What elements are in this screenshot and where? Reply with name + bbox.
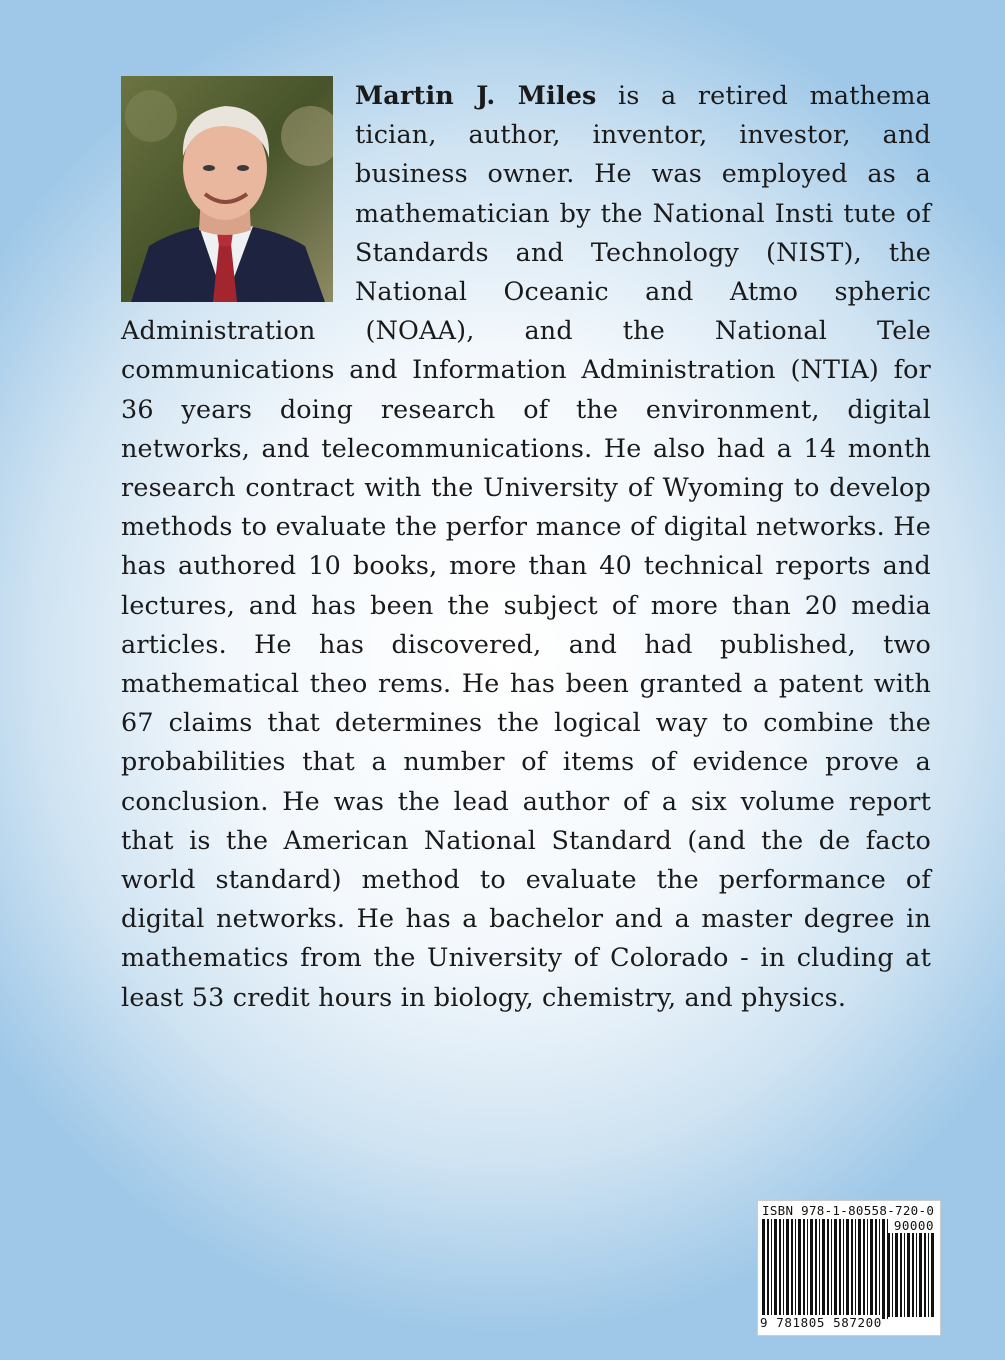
bio-text: is a retired mathema tician, author, inventor, investor, and business owner. He was employed as a mathematician by the National Insti tute of Standards and Technology (NIST), the National Oceanic and Atmo spheric Administration (NOAA), and the National Tele communications and Information Administration (NTIA) for 36 years doing research of the environment, digital networks, and telecommunications. He also had a 14 month research contract with the University of Wyoming to develop methods to evaluate the perfor mance of digital networks. He has authored 10 books, more than 40 technical reports and lectures, and has been the subject of more than 20 media articles. He has discovered, and had published, two mathematical theo rems. He has been granted a patent with 67 claims that determines the logical way to combine the probabilities that a number of items of evidence prove a conclusion. He was the lead author of a six volume report that is the American National Standard (and the de facto world standard) method to evaluate the performance of digital networks. He has a bachelor and a master degree in mathematics from the University of Colorado - in cluding at least 53 credit hours in biology, chemistry, and physics.	[121, 80, 931, 1012]
barcode-bars-icon	[762, 1219, 888, 1319]
price-code: 90000	[893, 1218, 934, 1233]
addon-barcode-bars-icon	[888, 1233, 936, 1317]
author-name: Martin J. Miles	[355, 80, 597, 110]
author-bio	[121, 76, 931, 1017]
isbn-barcode	[757, 1200, 941, 1336]
photo-wrap-spacer	[121, 76, 333, 310]
ean-digits: 9 781805 587200	[760, 1315, 882, 1330]
isbn-label: ISBN 978-1-80558-720-0	[762, 1203, 935, 1218]
